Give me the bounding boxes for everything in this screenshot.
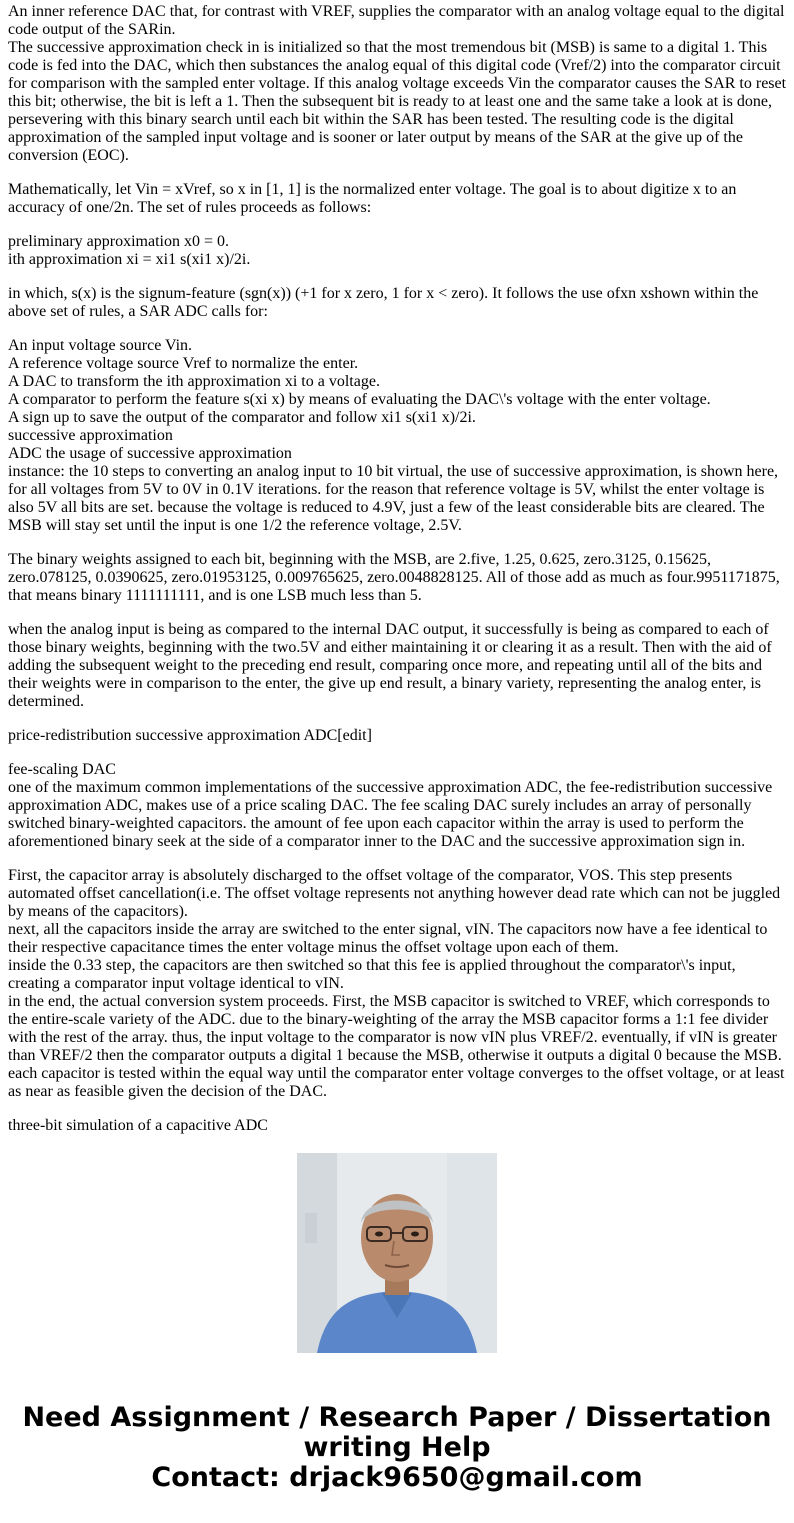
requirement-item: A DAC to transform the ith approximation xi to a voltage. bbox=[8, 373, 380, 390]
conversion-steps-block bbox=[8, 867, 788, 1101]
requirement-item: A reference voltage source Vref to normalize the enter. bbox=[8, 355, 359, 372]
paragraph-signum: in which, s(x) is the signum-feature (sgn(x)) (+1 for x zero, 1 for x < zero). It follows the use ofxn xshown within the above set of rules, a SAR ADC calls for: bbox=[8, 285, 759, 320]
paragraph-dac-intro bbox=[8, 3, 788, 165]
banner-contact-line: Contact: drjack9650@gmail.com bbox=[151, 1462, 643, 1493]
article-body bbox=[8, 3, 788, 1134]
banner-line: Need Assignment / Research Paper / Dissertation bbox=[22, 1402, 772, 1433]
requirement-item: An input voltage source Vin. bbox=[8, 337, 193, 354]
requirements-block bbox=[8, 337, 788, 535]
conversion-step: First, the capacitor array is absolutely discharged to the offset voltage of the comparator, VOS. This step presents automated offset cancellation(i.e. The offset voltage represents not anything however dead rate which can not be juggled by means of the capacitors). bbox=[8, 867, 781, 920]
text-line: The successive approximation check in is initialized so that the most tremendous bit (MSB) is same to a digital 1. This code is fed into the DAC, which then substances the analog equal of this digital code (Vref/2) into the comparator circuit for comparison with the sampled enter voltage. If this analog voltage exceeds Vin the comparator causes the SAR to reset this bit; otherwise, the bit is left a 1. Then the subsequent bit is ready to at least one and the same take a look at is done, persevering with this binary search until each bit within the SAR has been tested. The resulting code is the digital approximation of the sampled input voltage and is sooner or later output by means of the SAR at the give up of the conversion (EOC). bbox=[8, 39, 787, 164]
paragraph-comparison: when the analog input is being as compared to the internal DAC output, it successfully is being as compared to each of those binary weights, beginning with the two.5V and either maintaining it or clearing it as a result. Then with the aid of adding the subsequent weight to the preceding end result, comparing once more, and repeating until all of the bits and their weights were in comparison to the enter, the give up end result, a binary variety, representing the analog enter, is determined. bbox=[8, 621, 772, 710]
cutoff-caption: three-bit simulation of a capacitive ADC bbox=[8, 1117, 268, 1134]
algorithm-step: ith approximation xi = xi1 s(xi1 x)/2i. bbox=[8, 251, 251, 268]
portrait-image bbox=[297, 1153, 497, 1353]
fee-scaling-block bbox=[8, 761, 788, 851]
algorithm-block bbox=[8, 233, 788, 269]
requirement-item: instance: the 10 steps to converting an analog input to 10 bit virtual, the use of successive approximation, is shown here, for all voltages from 5V to 0V in 0.1V iterations. for the reason that reference voltage is 5V, whilst the enter voltage is also 5V all bits are set. because the voltage is reduced to 4.9V, just a few of the least considerable bits are cleared. The MSB will stay set until the input is one 1/2 the reference voltage, 2.5V. bbox=[8, 463, 779, 534]
requirement-item: ADC the usage of successive approximation bbox=[8, 445, 292, 462]
conversion-step: inside the 0.33 step, the capacitors are then switched so that this fee is applied throughout the comparator\'s input, creating a comparator input voltage identical to vIN. bbox=[8, 957, 736, 992]
text-line: one of the maximum common implementations of the successive approximation ADC, the fee-redistribution successive approximation ADC, makes use of a price scaling DAC. The fee scaling DAC surely includes an array of personally switched binary-weighted capacitors. the amount of fee upon each capacitor within the array is used to perform the aforementioned binary seek at the side of a comparator inner to the DAC and the successive approximation sign in. bbox=[8, 779, 773, 850]
paragraph-binary-weights: The binary weights assigned to each bit, beginning with the MSB, are 2.five, 1.25, 0.625, zero.3125, 0.15625, zero.078125, 0.0390625, zero.01953125, 0.009765625, zero.0048828125. All of those add as much as four.9951171875, that means binary 1111111111, and is one LSB much less than 5. bbox=[8, 551, 780, 604]
paragraph-math-intro: Mathematically, let Vin = xVref, so x in [1, 1] is the normalized enter voltage. The goal is to about digitize x to an accuracy of one/2n. The set of rules proceeds as follows: bbox=[8, 181, 737, 216]
conversion-step: in the end, the actual conversion system proceeds. First, the MSB capacitor is switched to VREF, which corresponds to the entire-scale variety of the ADC. due to the binary-weighting of the array the MSB capacitor forms a 1:1 fee divider with the rest of the array. thus, the input voltage to the comparator is now vIN plus VREF/2. eventually, if vIN is greater than VREF/2 then the comparator outputs a digital 1 because the MSB, otherwise it outputs a digital 0 because the MSB. each capacitor is tested within the equal way until the comparator enter voltage converges to the offset voltage, or at least as near as feasible given the decision of the DAC. bbox=[8, 993, 785, 1100]
algorithm-step: preliminary approximation x0 = 0. bbox=[8, 233, 229, 250]
requirement-item: A comparator to perform the feature s(xi x) by means of evaluating the DAC\'s voltage with the enter voltage. bbox=[8, 391, 711, 408]
text-line: An inner reference DAC that, for contrast with VREF, supplies the comparator with an analog voltage equal to the digital code output of the SARin. bbox=[8, 3, 785, 38]
requirement-item: successive approximation bbox=[8, 427, 173, 444]
banner-line: writing Help bbox=[303, 1432, 491, 1463]
contact-banner bbox=[0, 1403, 794, 1493]
text-line: fee-scaling DAC bbox=[8, 761, 116, 778]
conversion-step: next, all the capacitors inside the array are switched to the enter signal, vIN. The capacitors now have a fee identical to their respective capacitance times the enter voltage minus the offset voltage upon each of them. bbox=[8, 921, 768, 956]
author-photo bbox=[297, 1153, 497, 1353]
requirement-item: A sign up to save the output of the comparator and follow xi1 s(xi1 x)/2i. bbox=[8, 409, 476, 426]
section-heading: price-redistribution successive approximation ADC[edit] bbox=[8, 727, 372, 744]
